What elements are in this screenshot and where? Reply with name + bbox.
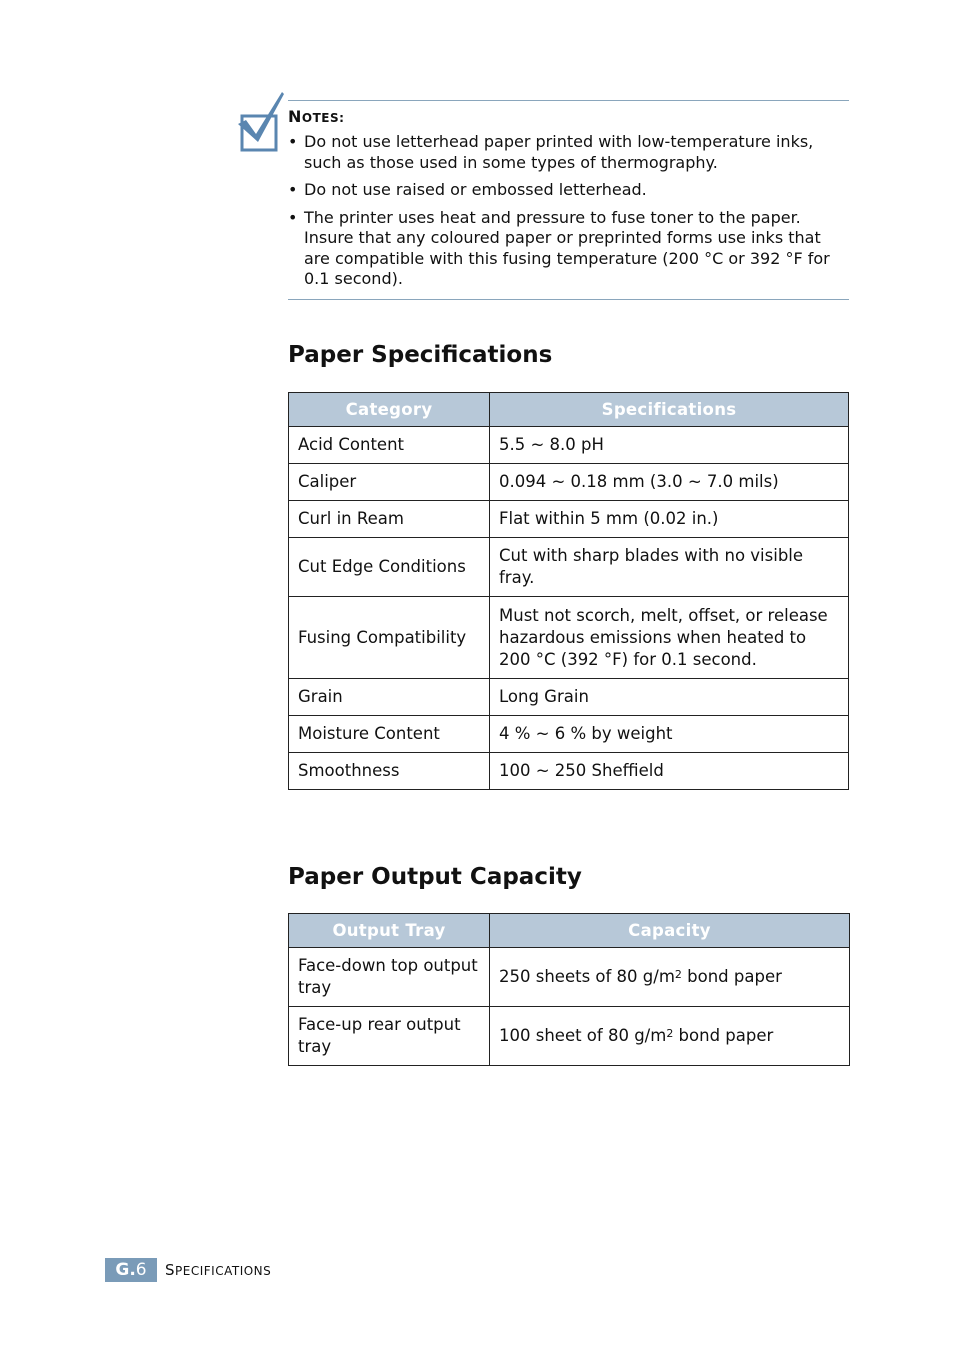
column-header-category: Category [289,393,490,427]
column-header-capacity: Capacity [490,914,850,948]
category-cell: Fusing Compatibility [289,597,490,679]
paper-output-capacity-table [288,913,850,1066]
table-row [289,716,849,753]
table-row [289,948,850,1007]
paper-output-capacity-heading: Paper Output Capacity [288,864,582,890]
table-row [289,1007,850,1066]
table-row [289,679,849,716]
spec-cell: Must not scorch, melt, offset, or release hazardous emissions when heated to 200 °C (392 °F) for 0.1 second. [490,597,849,679]
spec-cell: 4 % ~ 6 % by weight [490,716,849,753]
page-number-badge: G. 6 [105,1258,157,1282]
notes-title: NOTES: [288,107,345,126]
table-row [289,464,849,501]
spec-cell: Long Grain [490,679,849,716]
tray-cell: Face-down top output tray [289,948,490,1007]
note-item: • The printer uses heat and pressure to fuse toner to the paper. Insure that any coloured paper or preprinted forms use inks that are compatible with this fusing temperature (200 °C or 392 °F for 0.1 second). [288,208,849,290]
table-row [289,538,849,597]
spec-cell: Flat within 5 mm (0.02 in.) [490,501,849,538]
column-header-specifications: Specifications [490,393,849,427]
notes-list [288,132,849,290]
category-cell: Acid Content [289,427,490,464]
table-row [289,427,849,464]
category-cell: Moisture Content [289,716,490,753]
spec-cell: Cut with sharp blades with no visible fray. [490,538,849,597]
spec-cell: 100 ~ 250 Sheffield [490,753,849,790]
category-cell: Cut Edge Conditions [289,538,490,597]
section-title: SPECIFICATIONS [165,1261,272,1279]
notes-box [288,100,849,300]
spec-cell: 0.094 ~ 0.18 mm (3.0 ~ 7.0 mils) [490,464,849,501]
checkmark-note-icon [236,90,288,152]
note-item: • Do not use letterhead paper printed with low-temperature inks, such as those used in some types of thermography. [288,132,849,173]
table-row [289,501,849,538]
paper-specifications-table [288,392,849,790]
category-cell: Curl in Ream [289,501,490,538]
tray-cell: Face-up rear output tray [289,1007,490,1066]
note-item: • Do not use raised or embossed letterhead. [288,180,849,201]
page-footer [105,1258,271,1282]
spec-cell: 5.5 ~ 8.0 pH [490,427,849,464]
table-row [289,597,849,679]
table-row [289,753,849,790]
column-header-output-tray: Output Tray [289,914,490,948]
paper-specifications-heading: Paper Specifications [288,342,553,368]
category-cell: Caliper [289,464,490,501]
category-cell: Grain [289,679,490,716]
category-cell: Smoothness [289,753,490,790]
capacity-cell: 100 sheet of 80 $g/m^2$ bond paper [490,1007,850,1066]
capacity-cell: 250 sheets of 80 $g/m^2$ bond paper [490,948,850,1007]
